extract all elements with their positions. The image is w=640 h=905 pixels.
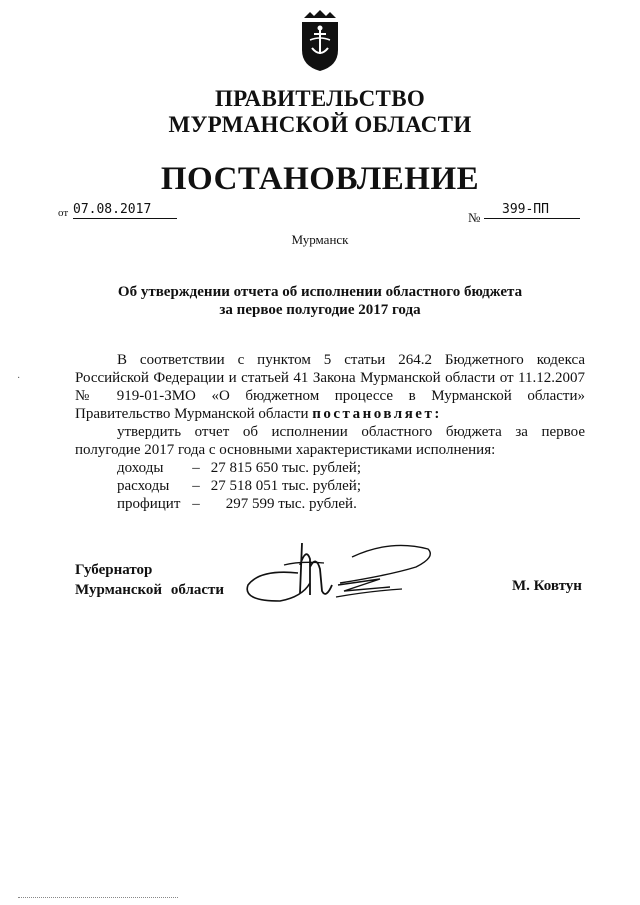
figure-dash: –: [192, 460, 200, 476]
subject-line1: Об утверждении отчета об исполнении областного бюджета: [117, 284, 523, 300]
org-name-line2: МУРМАНСКОЙ ОБЛАСТИ: [168, 112, 472, 137]
date-label: от: [58, 207, 69, 219]
document-number: 399-ПП: [484, 201, 580, 219]
subject-line2: за первое полугодие 2017 года: [219, 302, 421, 318]
signatory-title-line2: Мурманской области: [75, 582, 225, 598]
figure-label: расходы: [117, 478, 170, 494]
document-body: [75, 351, 585, 513]
figure-dash: –: [192, 478, 200, 494]
figure-value: 27 518 051 тыс. рублей;: [210, 478, 361, 494]
bottom-dotted-line: [18, 897, 178, 898]
decree-action-word: постановляет:: [312, 406, 442, 422]
body-paragraph-2: утвердить отчет об исполнении областного бюджета за первое полугодие 2017 года с основными характеристиками исполнения:: [75, 424, 585, 458]
figure-value: 27 815 650 тыс. рублей;: [210, 460, 361, 476]
figure-label: профицит: [117, 496, 181, 512]
org-name-line1: ПРАВИТЕЛЬСТВО: [214, 86, 426, 111]
figure-value: 297 599 тыс. рублей.: [225, 496, 357, 512]
document-subject: [90, 283, 550, 319]
handwritten-signature: [240, 535, 445, 615]
city: Мурманск: [291, 232, 349, 247]
figure-dash: –: [192, 496, 200, 512]
body-paragraph-1: [75, 351, 585, 423]
number-label: №: [468, 210, 481, 225]
figure-label: доходы: [117, 460, 164, 476]
signatory-name: М. Ковтун: [512, 578, 582, 594]
figure-row-income: [75, 459, 585, 477]
document-date: 07.08.2017: [73, 201, 177, 219]
signatory-title-line1: Губернатор: [75, 562, 153, 578]
document-type-title: ПОСТАНОВЛЕНИЕ: [160, 161, 480, 197]
margin-mark: ·: [17, 373, 21, 384]
figure-row-expenses: [75, 477, 585, 495]
signatory-title: [75, 560, 224, 600]
legal-basis-text: В соответствии с пунктом 5 статьи 264.2 Бюджетного кодекса Российской Федерации и статьей 41 Закона Мурманской области от 11.12.2007 № 919-01-ЗМО «О бюджетном процессе в Мурманской области» Правительство Мурманской области: [75, 352, 585, 422]
figure-row-surplus: [75, 495, 585, 513]
coat-of-arms-emblem: [296, 10, 344, 72]
